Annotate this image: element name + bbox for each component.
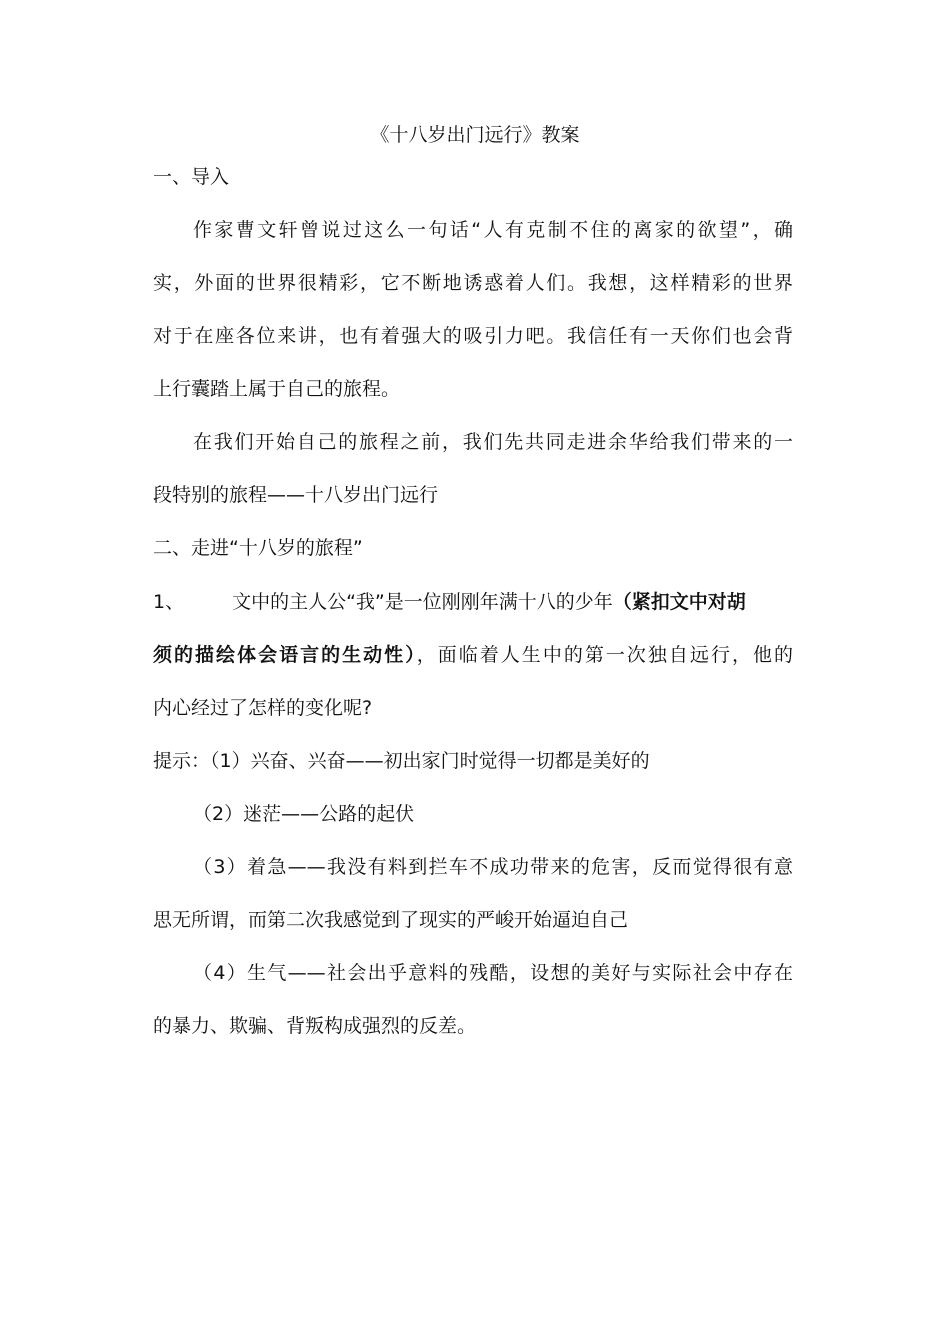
bold-note: （紧扣文中对胡 <box>612 591 746 613</box>
hint-line: （4）生气——社会出乎意料的残酷，设想的美好与实际社会中存在 <box>193 962 793 984</box>
paragraph-line: 实，外面的世界很精彩，它不断地诱惑着人们。我想，这样精彩的世界 <box>153 272 793 294</box>
hint-line: （2）迷茫——公路的起伏 <box>193 803 415 825</box>
bold-note: 须的描绘体会语言的生动性） <box>153 644 417 666</box>
hint-line: 思无所谓，而第二次我感觉到了现实的严峻开始逼迫自己 <box>153 909 629 931</box>
section-heading-journey: 二、走进“十八岁的旅程” <box>153 537 363 559</box>
paragraph-line: 对于在座各位来讲，也有着强大的吸引力吧。我信任有一天你们也会背 <box>153 325 793 347</box>
question-text: 文中的主人公“我”是一位刚刚年满十八的少年 <box>232 591 613 613</box>
question-number: 1、 <box>153 591 185 613</box>
hint-line: 提示：（1）兴奋、兴奋——初出家门时觉得一切都是美好的 <box>153 750 650 772</box>
hint-line: 的暴力、欺骗、背叛构成强烈的反差。 <box>153 1015 477 1037</box>
section-heading-intro: 一、导入 <box>153 166 230 188</box>
document-title: 《十八岁出门远行》教案 <box>370 124 580 146</box>
question-line <box>153 641 793 669</box>
question-text: ，面临着人生中的第一次独自远行，他的 <box>416 644 793 666</box>
paragraph-line: 作家曹文轩曾说过这么一句话“人有克制不住的离家的欲望”，确 <box>193 219 793 241</box>
paragraph-line: 上行囊踏上属于自己的旅程。 <box>153 378 401 400</box>
question-line: 内心经过了怎样的变化呢? <box>153 697 373 719</box>
hint-line: （3）着急——我没有料到拦车不成功带来的危害，反而觉得很有意 <box>193 856 793 878</box>
question-line <box>153 588 793 616</box>
paragraph-line: 在我们开始自己的旅程之前，我们先共同走进余华给我们带来的一 <box>193 431 793 453</box>
paragraph-line: 段特别的旅程——十八岁出门远行 <box>153 484 439 506</box>
